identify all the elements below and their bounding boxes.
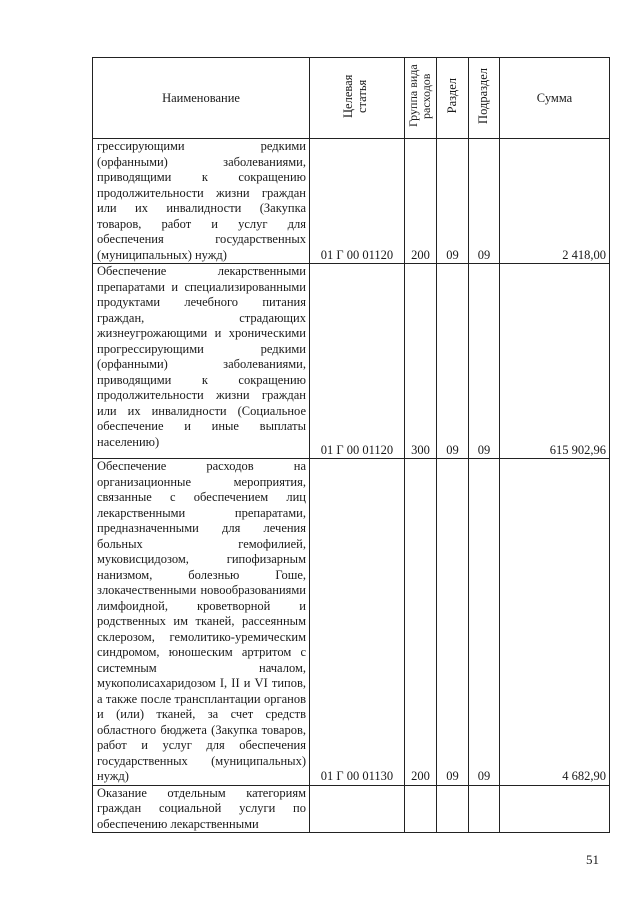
- row-sum: 615 902,96: [500, 264, 610, 459]
- header-target: [310, 58, 405, 139]
- budget-table: [92, 57, 610, 833]
- row-subsection: 09: [469, 139, 500, 264]
- header-section-label: Раздел: [444, 78, 459, 114]
- row-group: 300: [405, 264, 437, 459]
- header-sum: Сумма: [500, 58, 610, 139]
- header-group-label: Группа вида расходов: [405, 64, 433, 128]
- header-group: [405, 58, 437, 139]
- row-target: [310, 785, 405, 833]
- row-section: 09: [437, 459, 469, 786]
- table-row: [93, 264, 610, 459]
- row-sum: 2 418,00: [500, 139, 610, 264]
- row-sum: 4 682,90: [500, 459, 610, 786]
- header-subsection-label: Подраздел: [476, 68, 491, 124]
- row-group: 200: [405, 139, 437, 264]
- row-name: Обеспечение лекарственными препаратами и специализированными продуктами лечебного питания граждан, страдающих жизнеугрожающими и хроническими прогрессирующими редкими (орфанными) заболеваниями, приводящими к сокращению продолжительности жизни граждан или их инвалидности (Социальное обеспечение и иные выплаты населению): [93, 264, 310, 459]
- row-target: 01 Г 00 01130: [310, 459, 405, 786]
- header-subsection: [469, 58, 500, 139]
- row-target: 01 Г 00 01120: [310, 139, 405, 264]
- row-sum: [500, 785, 610, 833]
- row-group: 200: [405, 459, 437, 786]
- row-name: Обеспечение расходов на организационные мероприятия, связанные с обеспечением лиц лекарственными препаратами, предназначенными для лечения больных гемофилией, муковисцидозом, гипофизарным нанизмом, болезнью Гоше, злокачественными новообразованиями лимфоидной, кроветворной и родственных им тканей, рассеянным склерозом, гемолитико-уремическим синдромом, юношеским артритом с системным началом, мукополисахаридозом I, II и VI типов, а также после трансплантации органов и (или) тканей, за счет средств областного бюджета (Закупка товаров, работ и услуг для обеспечения государственных (муниципальных) нужд): [93, 459, 310, 786]
- page-number: 51: [586, 852, 599, 867]
- table-row: [93, 459, 610, 786]
- table-row: [93, 785, 610, 833]
- header-target-label: Целевая статья: [341, 74, 369, 118]
- header-name: Наименование: [93, 58, 310, 139]
- row-subsection: 09: [469, 264, 500, 459]
- row-target: 01 Г 00 01120: [310, 264, 405, 459]
- row-section: 09: [437, 139, 469, 264]
- table-row: [93, 139, 610, 264]
- header-section: [437, 58, 469, 139]
- row-section: [437, 785, 469, 833]
- row-subsection: [469, 785, 500, 833]
- row-name: грессирующими редкими (орфанными) заболеваниями, приводящими к сокращению продолжительности жизни граждан или их инвалидности (Закупка товаров, работ и услуг для обеспечения государственных (муниципальных) нужд): [93, 139, 310, 264]
- row-name: Оказание отдельным категориям граждан социальной услуги по обеспечению лекарственными: [93, 785, 310, 833]
- row-group: [405, 785, 437, 833]
- table-header-row: [93, 58, 610, 139]
- row-subsection: 09: [469, 459, 500, 786]
- row-section: 09: [437, 264, 469, 459]
